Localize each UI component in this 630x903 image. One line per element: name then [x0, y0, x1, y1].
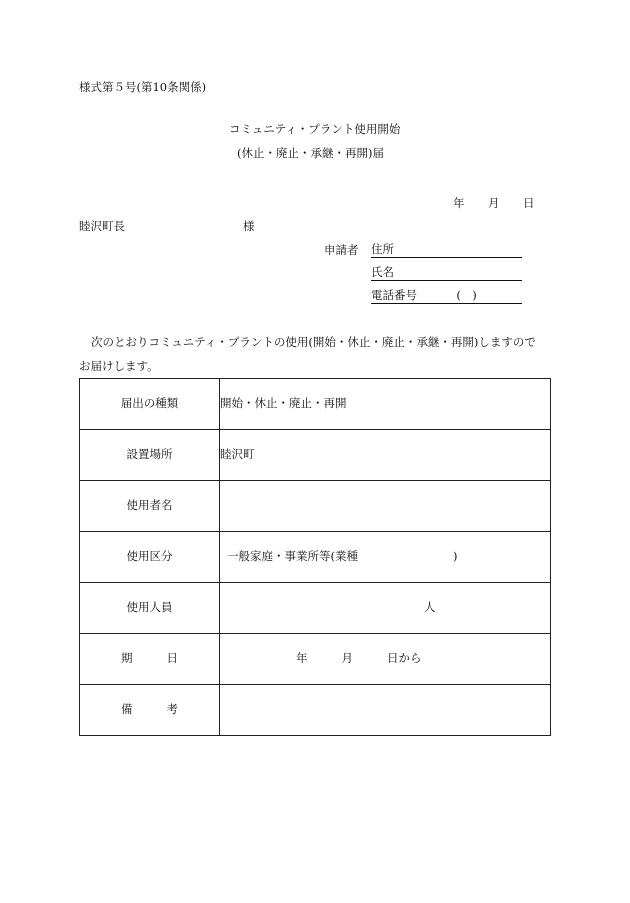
table-row [80, 532, 551, 583]
date-year: 年 [453, 196, 465, 210]
remarks-label-first: 備 [121, 702, 133, 717]
period-month: 月 [341, 651, 353, 666]
persons-unit: 人 [424, 600, 436, 615]
period-label-first: 期 [121, 651, 133, 666]
type-value[interactable]: 開始・休止・廃止・再開 [220, 379, 551, 430]
remarks-label-second: 考 [166, 702, 178, 717]
document-title-line2: (休止・廃止・承継・再開)届 [237, 146, 384, 160]
period-year: 年 [296, 651, 308, 666]
remarks-value[interactable] [220, 685, 551, 736]
type-label: 届出の種類 [80, 379, 220, 430]
name-field[interactable] [371, 267, 522, 281]
period-label-second: 日 [166, 651, 178, 666]
date-month: 月 [488, 196, 500, 210]
notification-table [79, 378, 551, 736]
phone-parentheses: ( ) [456, 288, 477, 302]
persons-label: 使用人員 [80, 583, 220, 634]
table-row [80, 583, 551, 634]
table-row [80, 685, 551, 736]
date-day: 日 [523, 196, 535, 210]
addressee-name: 睦沢町長 [79, 219, 125, 233]
persons-cell[interactable] [220, 583, 551, 634]
category-label: 使用区分 [80, 532, 220, 583]
phone-label: 電話番号 [371, 288, 417, 302]
remarks-label [80, 685, 220, 736]
document-title-line1: コミュニティ・プラント使用開始 [229, 122, 401, 136]
body-text-line2: お届けします。 [79, 359, 159, 373]
table-row [80, 481, 551, 532]
period-label [80, 634, 220, 685]
period-cell[interactable] [220, 634, 551, 685]
location-label: 設置場所 [80, 430, 220, 481]
period-day: 日から [387, 651, 422, 666]
table-row [80, 430, 551, 481]
address-field[interactable] [371, 244, 522, 258]
table-row [80, 379, 551, 430]
location-value[interactable]: 睦沢町 [220, 430, 551, 481]
user-value[interactable] [220, 481, 551, 532]
category-cell[interactable] [220, 532, 551, 583]
body-text-line1: 次のとおりコミュニティ・プラントの使用(開始・休止・廃止・承継・再開)しますので [91, 335, 536, 349]
name-label: 氏名 [371, 265, 394, 279]
address-label: 住所 [371, 242, 394, 256]
category-close-paren: ) [453, 549, 458, 564]
addressee-honorific: 様 [243, 219, 255, 233]
user-label: 使用者名 [80, 481, 220, 532]
phone-field[interactable] [371, 290, 522, 304]
form-number: 様式第５号(第10条関係) [79, 80, 207, 94]
applicant-label: 申請者 [324, 243, 359, 257]
category-value: 一般家庭・事業所等(業種 [227, 549, 358, 564]
table-row [80, 634, 551, 685]
